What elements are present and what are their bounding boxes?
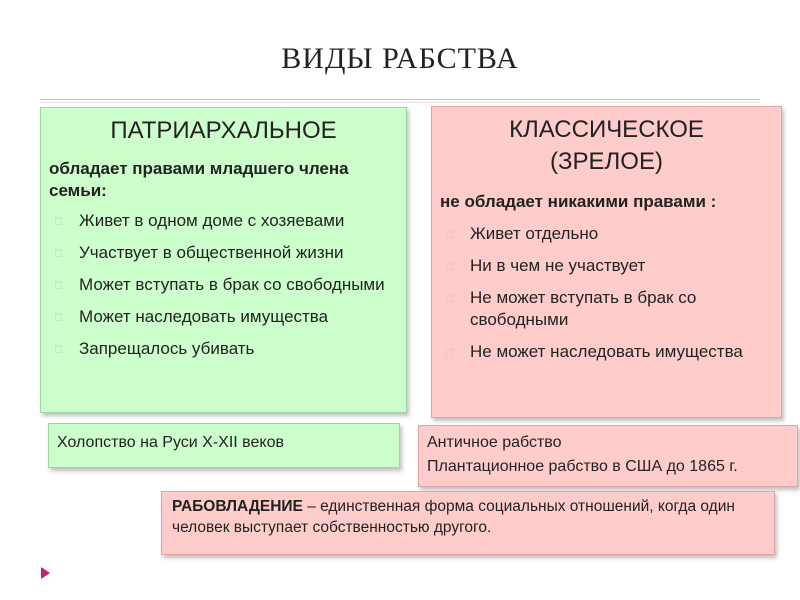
bullet-icon: □ [55,214,63,228]
bullet-icon: □ [55,246,63,260]
list-item: □ Не может вступать в брак со свободными [446,288,697,329]
bullet-icon: □ [55,342,63,356]
classical-list [440,223,773,363]
list-item: □ Может вступать в брак со свободными [55,275,385,294]
list-item: □ Живет в одном доме с хозяевами [55,211,345,230]
bullet-icon: □ [446,291,454,305]
list-item: □ Живет отдельно [446,224,599,243]
title-divider-secondary [40,102,760,103]
list-item: □ Ни в чем не участвует [446,256,646,275]
antique-line: Античное рабство [427,434,562,451]
bullet-icon: □ [446,227,454,241]
classical-subheading: не обладает никакими правами : [440,192,717,211]
antique-box [418,425,798,487]
bullet-icon: □ [446,345,454,359]
patriarchal-box [40,107,407,413]
bullet-icon: □ [55,278,63,292]
page-title: ВИДЫ РАБСТВА [281,42,519,75]
list-item: □ Может наследовать имущества [55,307,329,326]
holop-text: Холопство на Руси X-XII веков [57,434,284,451]
classical-box [431,106,782,418]
classical-heading: КЛАССИЧЕСКОЕ [509,116,704,143]
definition-text: – единственная форма социальных отношений, когда один человек выступает собственностью другого. [172,498,735,536]
holop-box [48,423,400,468]
list-item: □ Запрещалось убивать [55,339,255,358]
title-divider [40,99,760,100]
patriarchal-list [49,210,398,360]
definition-box [161,491,775,555]
patriarchal-subheading: обладает правами младшего члена семьи: [49,159,349,200]
plantation-line: Плантационное рабство в США до 1865 г. [427,458,738,475]
list-item: □ Не может наследовать имущества [446,342,743,361]
patriarchal-heading: ПАТРИАРХАЛЬНОЕ [110,117,337,144]
definition-term: РАБОВЛАДЕНИЕ [172,498,303,515]
bullet-icon: □ [446,259,454,273]
bullet-icon: □ [55,310,63,324]
classical-heading-sub: (ЗРЕЛОЕ) [550,148,663,175]
list-item: □ Участвует в общественной жизни [55,243,344,262]
next-arrow-icon[interactable] [41,567,50,579]
